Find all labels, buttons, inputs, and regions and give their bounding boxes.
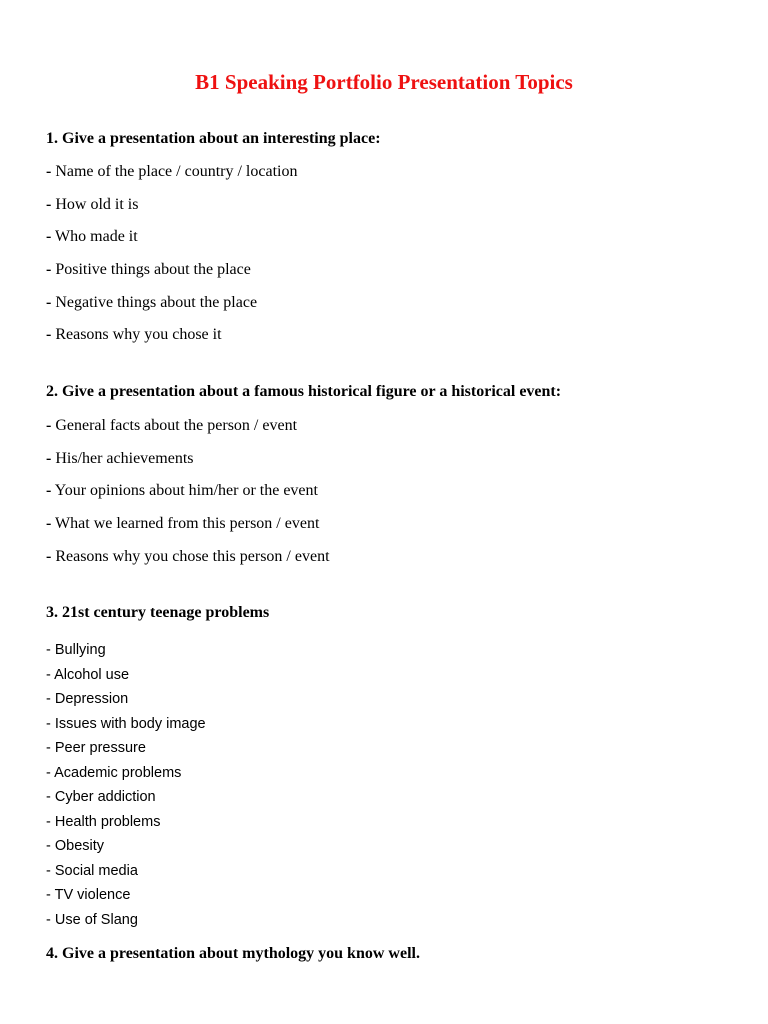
bullet-marker: - [46, 862, 51, 879]
bullet-marker: - [46, 449, 52, 467]
bullet-marker: - [46, 691, 51, 707]
bullet-marker: - [46, 642, 51, 658]
list-item [46, 293, 297, 326]
bullet-marker: - [46, 838, 51, 854]
list-item-text: General facts about the person / event [55, 417, 298, 434]
list-item [46, 862, 206, 887]
list-item-text: Name of the place / country / location [55, 163, 298, 180]
list-item-text: Peer pressure [54, 740, 146, 756]
list-item [46, 416, 330, 449]
bullet-marker: - [46, 195, 52, 213]
list-item [46, 547, 330, 580]
list-item-text: Reasons why you chose it [55, 326, 222, 344]
list-item-text: Cyber addiction [54, 789, 156, 805]
bullet-marker: - [46, 715, 51, 732]
bullet-marker: - [46, 789, 51, 805]
section-3-heading: 3. 21st century teenage problems [46, 604, 270, 621]
bullet-marker: - [46, 228, 52, 246]
list-item [46, 195, 297, 228]
list-item-text: Depression [54, 691, 129, 707]
section-3-list [46, 641, 206, 935]
bullet-marker: - [46, 261, 52, 279]
list-item-text: Alcohol use [54, 666, 130, 683]
section-1-heading: 1. Give a presentation about an interesting place: [46, 130, 381, 147]
bullet-marker: - [46, 887, 51, 903]
list-item-text: Negative things about the place [55, 293, 258, 311]
bullet-marker: - [46, 813, 51, 830]
list-item [46, 690, 206, 715]
section-4-heading: 4. Give a presentation about mythology you know well. [46, 945, 420, 962]
list-item [46, 481, 330, 514]
list-item [46, 886, 206, 911]
section-2-list [46, 416, 330, 579]
list-item [46, 162, 297, 195]
list-item-text: Use of Slang [54, 911, 138, 928]
list-item-text: TV violence [54, 887, 131, 903]
bullet-marker: - [46, 326, 52, 344]
list-item-text: Social media [54, 862, 138, 879]
bullet-marker: - [46, 515, 52, 533]
list-item-text: Health problems [54, 813, 161, 830]
list-item [46, 666, 206, 691]
bullet-marker: - [46, 417, 52, 434]
list-item [46, 260, 297, 293]
bullet-marker: - [46, 482, 52, 500]
list-item [46, 227, 297, 260]
list-item [46, 325, 297, 358]
list-item-text: Obesity [54, 838, 105, 854]
list-item-text: His/her achievements [55, 449, 194, 467]
bullet-marker: - [46, 666, 51, 683]
list-item [46, 837, 206, 862]
list-item-text: Academic problems [54, 764, 182, 781]
section-1-list [46, 162, 297, 358]
list-item [46, 788, 206, 813]
list-item [46, 764, 206, 789]
list-item-text: Bullying [54, 642, 106, 658]
list-item [46, 739, 206, 764]
bullet-marker: - [46, 547, 52, 565]
list-item-text: What we learned from this person / event [55, 515, 320, 533]
section-2-heading: 2. Give a presentation about a famous historical figure or a historical event: [46, 383, 562, 400]
list-item-text: Positive things about the place [55, 261, 251, 279]
list-item [46, 449, 330, 482]
list-item-text: Reasons why you chose this person / event [55, 547, 330, 565]
list-item-text: How old it is [55, 195, 139, 213]
list-item-text: Your opinions about him/her or the event [54, 482, 318, 500]
page-title: B1 Speaking Portfolio Presentation Topics [195, 70, 573, 94]
list-item [46, 715, 206, 740]
list-item-text: Issues with body image [54, 715, 206, 732]
bullet-marker: - [46, 740, 51, 756]
bullet-marker: - [46, 764, 51, 781]
bullet-marker: - [46, 163, 52, 180]
list-item-text: Who made it [55, 228, 138, 246]
list-item [46, 813, 206, 838]
list-item [46, 911, 206, 936]
bullet-marker: - [46, 911, 51, 928]
bullet-marker: - [46, 293, 52, 311]
list-item [46, 514, 330, 547]
list-item [46, 641, 206, 666]
